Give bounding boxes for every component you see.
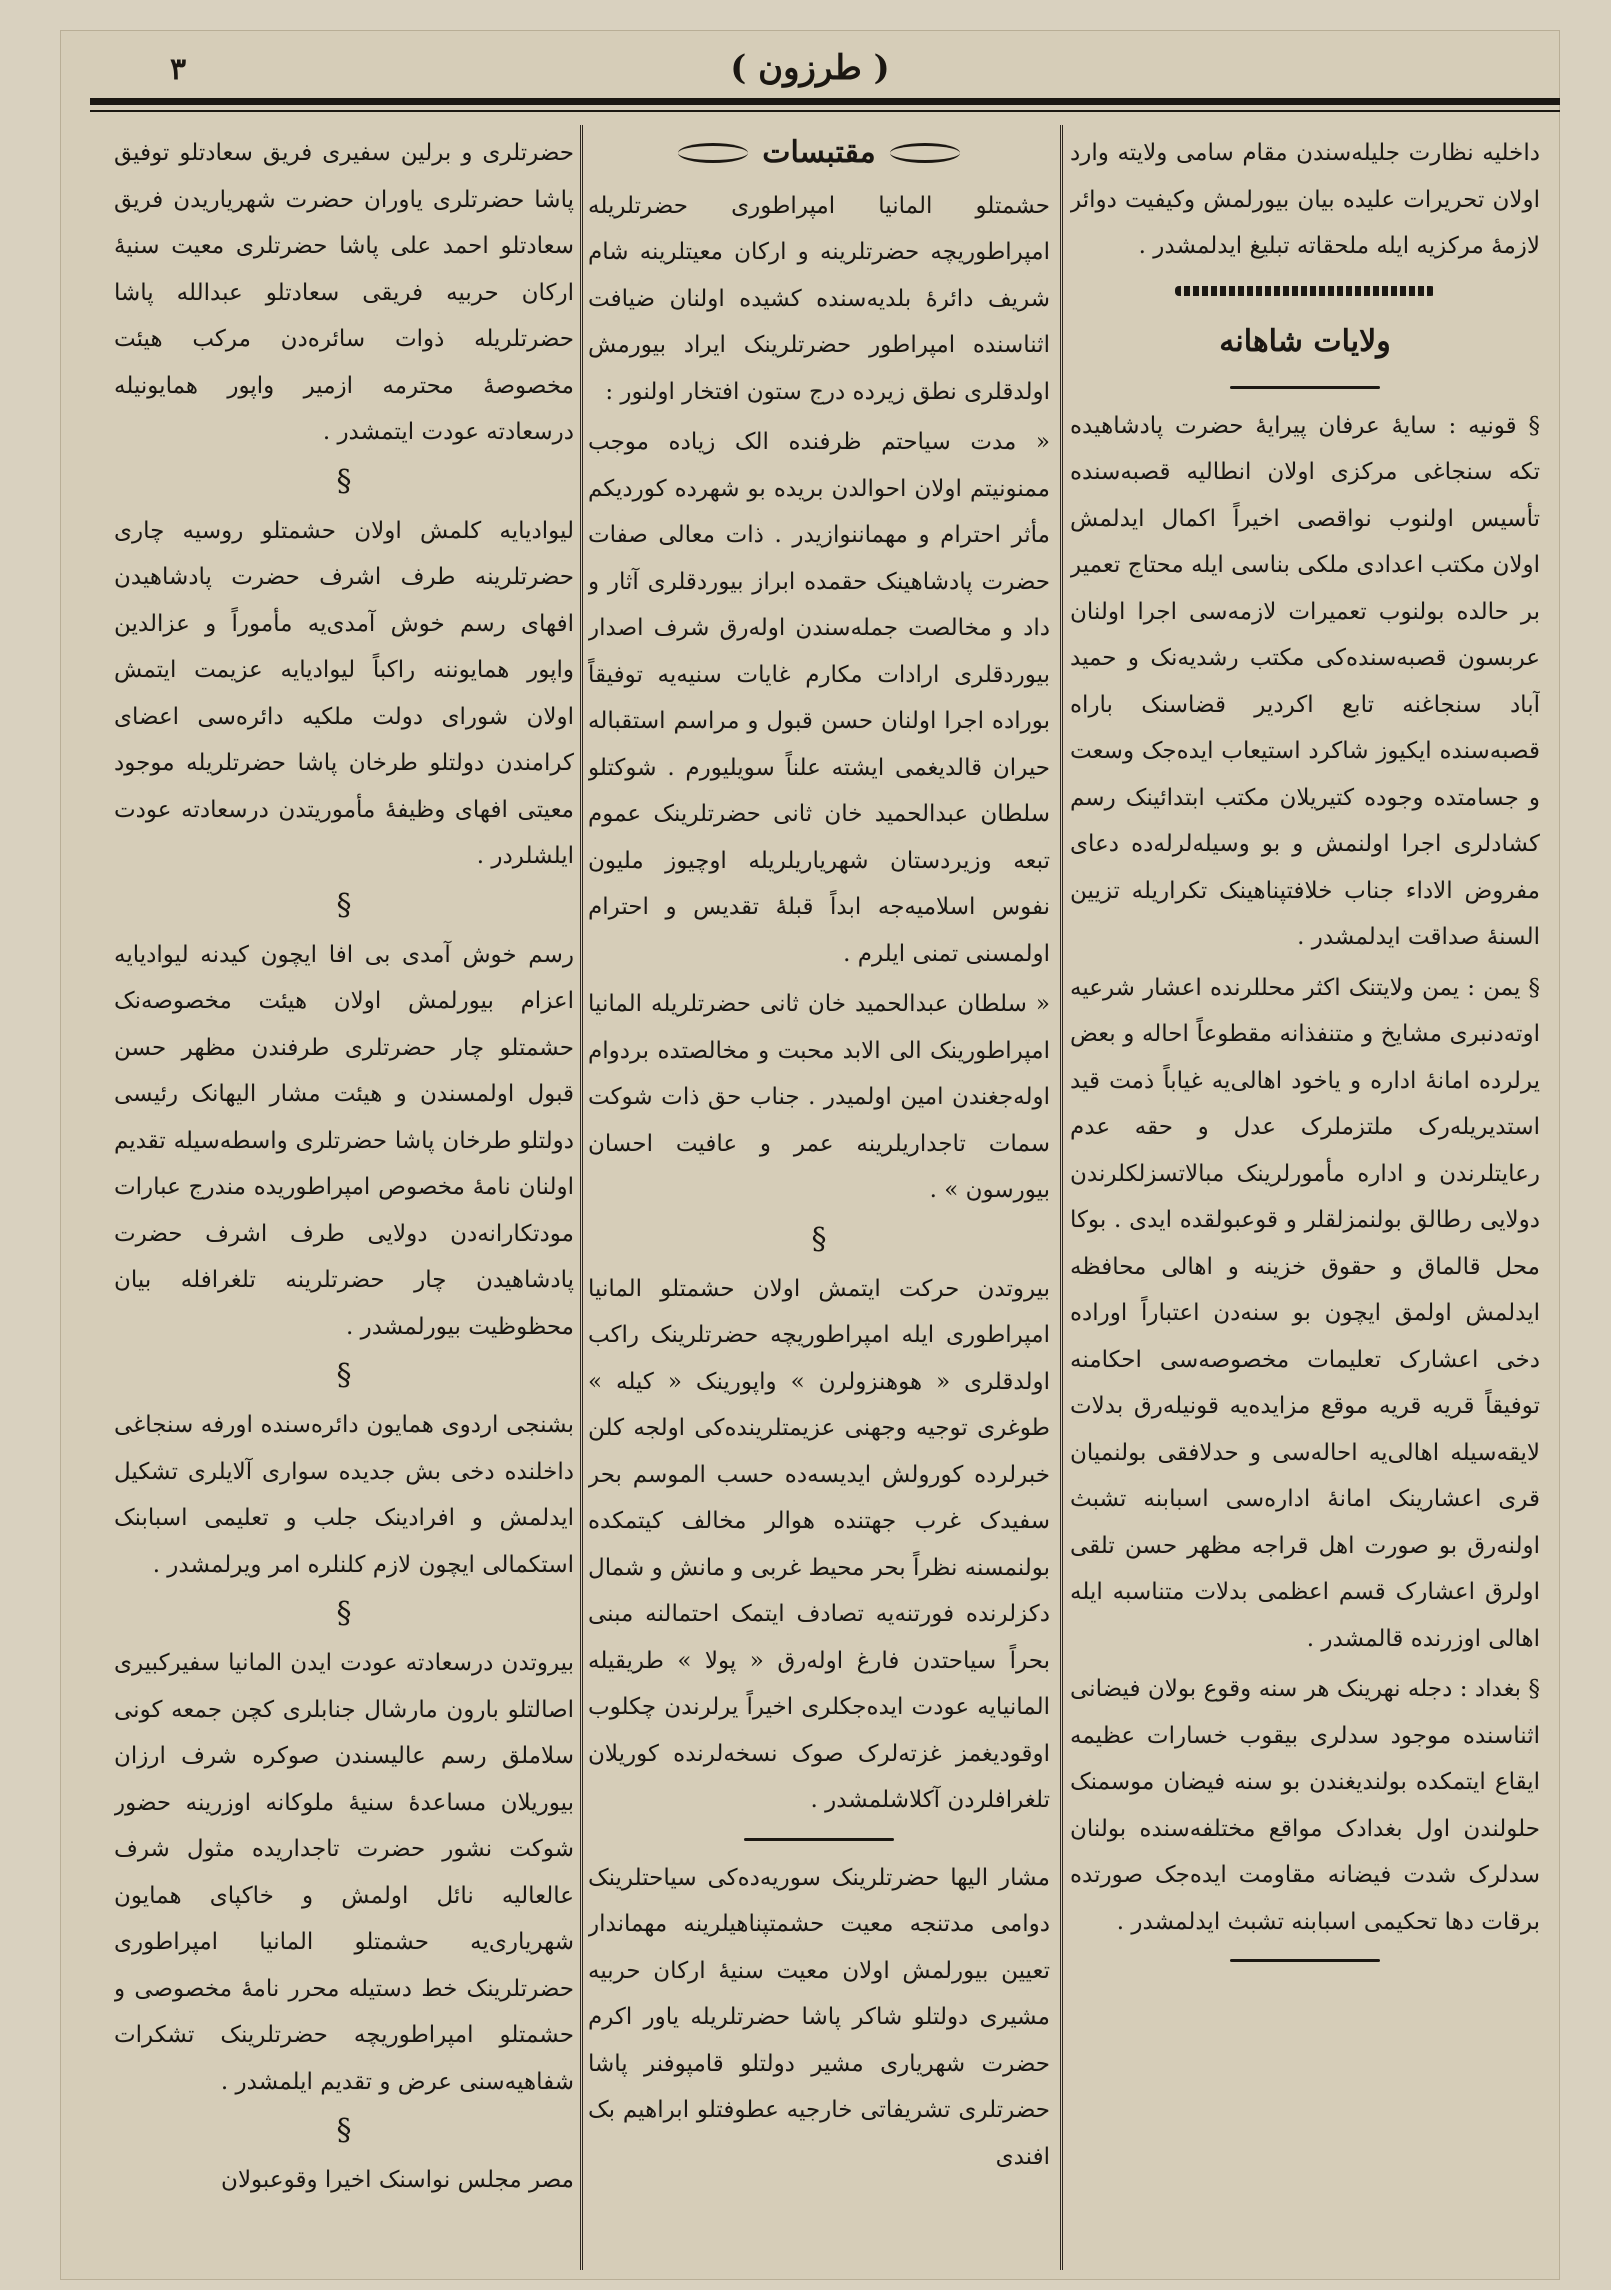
header-rule-thin — [90, 110, 1560, 112]
masthead: ( طرزون ) — [730, 48, 890, 88]
section-mark: § — [336, 2113, 352, 2148]
flourish-ornament — [678, 143, 748, 163]
column-title — [588, 130, 1050, 177]
section-heading: ولایات شاهانه — [1219, 323, 1391, 359]
header-rule-thick — [90, 98, 1560, 105]
divider — [588, 1838, 1050, 1841]
news-paragraph: بیروتدن درسعادته عودت ایدن المانیا سفیرکبیری اصالتلو بارون مارشال جنابلری کچن جمعه کونی سلاملق رسم عالیسندن صوکره شرف ارزان بیوریلان مساعدهٔ سنیهٔ ملوکانه اوزرینه حضور شوکت نشور حضرت تاجداریده مثول شرف عالعالیه نائل اولمش و خاکپای همایون شهریاری‌یه حشمتلو المانیا امپراطوری حضرتلرینک خط دستیله محرر نامهٔ مخصوصی و حشمتلو امپراطوریچه حضرتلرینک تشکرات شفاهیه‌سنی عرض و تقدیم ایلمشدر . — [114, 1650, 574, 2095]
column-right — [1070, 130, 1540, 2260]
column-title-text: مقتبسات — [762, 135, 876, 170]
news-paragraph: لیوادیایه کلمش اولان حشمتلو روسیه چاری حضرتلرینه طرف اشرف حضرت پادشاهیدن افهای رسم خوش آمدی‌یه مأموراً و عزالدین واپور همایوننه راکباً لیوادیایه عزیمت ایتمش اولان شورای دولت ملکیه دائره‌سی اعضای کرامندن دولتلو طرخان پاشا حضرتلریله موجود معیتی افهای وظیفهٔ مأموریتدن درسعادته عودت ایلشلردر . — [114, 517, 574, 869]
flourish-ornament — [890, 143, 960, 163]
column-divider-left — [580, 125, 583, 2270]
article-paragraph: « سلطان عبدالحمید خان ثانی حضرتلریله المانیا امپراطورینک الی الابد محبت و مخالصتده بردوام اوله‌جغندن امین اولمیدر . جناب حق ذات شوکت سمات تاجداریلرینه عمر و عافیت احسان بیورسون » . — [588, 991, 1050, 1203]
newspaper-page — [60, 30, 1560, 2280]
section-mark: § — [336, 1358, 352, 1393]
article-paragraph: بیروتدن حرکت ایتمش اولان حشمتلو المانیا امپراطوری ایله امپراطوریچه حضرتلرینک راکب اولدقلری « هوهنزولرن » واپورینک « کیله » طوغری توجیه وجهنی عزیمتلرینده‌کی اولجه کلن خبرلرده کورولش ایدیسه‌ده حسب الموسم بحر سفیدک غرب جهتنده هوالر مخالف کیتمکده بولنمسنه نظراً بحر محیط غربی و مانش و شمال دکزلرنده فورتنه‌یه تصادف ایتمک احتمالنه مبنی بحراً سیاحتدن فارغ اوله‌رق « پولا » طریقیله المانیایه عودت ایده‌جکلری اخیراً یرلرندن چکلوب اوقودیغمز غزته‌لرک صوک نسخه‌لرنده کوریلان تلغرافلردن آکلاشلمشدر . — [588, 1275, 1050, 1813]
article-paragraph: « مدت سیاحتم ظرفنده الک زیاده موجب ممنونیتم اولان احوالدن بریده بو شهرده کوردیکم مأثر احترام و مهماننوازیدر . ذات معالی صفات حضرت پادشاهینک حقمده ابراز بیوردقلری آثار و داد و مخالصت جمله‌سندن اوله‌رق شرف اصدار بیوردقلری ارادات مکارم غایات سنیه‌یه توفیقاً بوراده اجرا اولنان حسن قبول و مراسم استقباله حیران قالدیغمی ایشته علناً سویلیورم . شوکتلو سلطان عبدالحمید خان ثانی حضرتلرینک عموم تبعه وزیردستان شهریاریلریله اوچیوز ملیون نفوس اسلامیه‌جه ابداً قبلهٔ تقدیس و احترام اولمسنی تمنی ایلرم . — [588, 429, 1050, 967]
ornament-divider — [1070, 286, 1540, 296]
section-mark: § — [336, 463, 352, 499]
column-middle — [588, 130, 1050, 2260]
konya-paragraph: § قونیه : سایهٔ عرفان پیرایهٔ حضرت پادشاهیده تکه سنجاغی مرکزی اولان انطالیه قصبه‌سنده تأسیس اولنوب نواقصی اخیراً اکمال ایدلمش اولان مکتب اعدادی ملکی بناسی ایله محتاج تعمیر بر حالده بولنوب تعمیرات لازمه‌سی اجرا اولنان عربسون قصبه‌سنده‌کی مکتب رشدیه‌نک و حمید آباد سنجاغنه تابع اکردیر قضاسنک باراه قصبه‌سنده ایکیوز شاکرد استیعاب ایده‌جک وسعت و جسامتده وجوده کتیریلان مکتب ابتدائینک رسم کشادلری اجرا اولنمش و بو وسیله‌لرله‌ده دعای مفروض الاداء جناب خلافتپناهینک تکراریله تزیین السنهٔ صداقت ایدلمشدر . — [1070, 412, 1540, 950]
page-header — [60, 30, 1560, 100]
page-number: ۳ — [170, 52, 187, 87]
news-paragraph: رسم خوش آمدی بی افا ایچون کیدنه لیوادیایه اعزام بیورلمش اولان هیئت مخصوصه‌نک حشمتلو چار حضرتلری طرفندن مظهر حسن قبول اولمسندن و هیئت مشار الیهانک رئیسی دولتلو طرخان پاشا حضرتلری واسطه‌سیله تقدیم اولنان نامهٔ مخصوص امپراطوریده مندرج عبارات مودتکارانه‌دن دولایی طرف اشرف حضرت پادشاهیدن چار حضرتلرینه تلغرافله بیان محظوظیت بیورلمشدر . — [114, 941, 574, 1340]
column-divider-right — [1060, 125, 1063, 2270]
news-paragraph: بشنجی اردوی همایون دائره‌سنده اورفه سنجاغی داخلنده دخی بش جدیده سواری آلایلری تشکیل ایدلمش و افرادینک جلب و تعلیمی اسبابنک استکمالی ایچون لازم کلنلره امر ویرلمشدر . — [114, 1412, 574, 1578]
end-ornament — [1070, 1959, 1540, 1962]
section-mark: § — [336, 1596, 352, 1631]
article-paragraph: حشمتلو المانیا امپراطوری حضرتلریله امپراطوریچه حضرتلرینه و ارکان معیتلرینه شام شریف دائرهٔ بلدیه‌سنده کشیده اولنان ضیافت اثناسنده امپراطور حضرتلرینک ایراد بیورمش اولدقلری نطق زیرده درج ستون افتخار اولنور : — [588, 192, 1050, 405]
section-mark: § — [336, 887, 352, 923]
section-mark: § — [811, 1221, 827, 1257]
news-paragraph: حضرتلری و برلین سفیری فریق سعادتلو توفیق پاشا حضرتلری یاوران حضرت شهریاریدن فریق سعادتلو احمد علی پاشا حضرتلری معیت سنیهٔ ارکان حربیه فریقی سعادتلو عبدالله پاشا حضرتلریله ذوات سائره‌دن مرکب هیئت مخصوصهٔ محترمه ازمیر واپور همایونیله درسعادته عودت ایتمشدر . — [114, 140, 574, 445]
yemen-paragraph: § یمن : یمن ولایتنک اکثر محللرنده اعشار شرعیه اوته‌دنبری مشایخ و متنفذانه مقطوعاً احاله و بعض یرلرده امانهٔ اداره و یاخود اهالی‌یه غیاباً ذمت قید استدیریله‌رک ملتزملرک عدل و حقه عدم رعایتلرندن و اداره مأمورلرینک مبالاتسزلکلرندن دولایی رطالق بولنمزلقلر و قوعبولقده ایدی . بوکا محل قالماق و حقوق خزینه و اهالی محافظه ایدلمش اولمق ایچون بو سنه‌دن اعتباراً اوراده دخی اعشارک تعلیمات مخصوصه‌سی احکامنه توفیقاً قریه قریه موقع مزایده‌یه قونیله‌رق بدلات لایقه‌سیله اهالی‌یه احاله‌سی و حدلافقی بولنمیان قری اعشارینک امانهٔ اداره‌سی اسبابنه تشبث اولنه‌رق بو صورت اهل قراجه مظهر حسن تلقی اولرق اعشارک قسم اعظمی بدلات متناسبه ایله اهالی اوزرنده قالمشدر . — [1070, 974, 1540, 1652]
news-paragraph: مصر مجلس نواسنک اخیرا وقوعبولان — [221, 2167, 574, 2193]
baghdad-paragraph: § بغداد : دجله نهرینک هر سنه وقوع بولان فیضانی اثناسنده موجود سدلری بیقوب خسارات عظیمه ایقاع ایتمکده بولندیغندن بو سنه فیضان موسمنک حلولندن اول بغدادک مواقع مختلفه‌سنده بولنان سدلرک شدت فیضانه مقاومت ایده‌جک صورتده برقات دها تحکیمی اسبابنه تشبث ایدلمشدر . — [1070, 1676, 1540, 1935]
article-paragraph: مشار الیها حضرتلرینک سوریه‌ده‌کی سیاحتلرینک دوامی مدتنجه معیت حشمتپناهیلرینه مهماندار تعیین بیورلمش اولان معیت سنیهٔ ارکان حربیه مشیری دولتلو شاکر پاشا حضرتلریله یاور اکرم حضرت شهریاری مشیر دولتلو قامپوفنر پاشا حضرتلری تشریفاتی خارجیه عطوفتلو ابراهیم بک افندی — [588, 1864, 1050, 2170]
heading-underline — [1070, 386, 1540, 389]
column-left — [114, 130, 574, 2260]
intro-paragraph: داخلیه نظارت جلیله‌سندن مقام سامی ولایته وارد اولان تحریرات علیده بیان بیورلمش وکیفیت دوائر لازمهٔ مرکزیه ایله ملحقاته تبلیغ ایدلمشدر . — [1070, 140, 1540, 259]
